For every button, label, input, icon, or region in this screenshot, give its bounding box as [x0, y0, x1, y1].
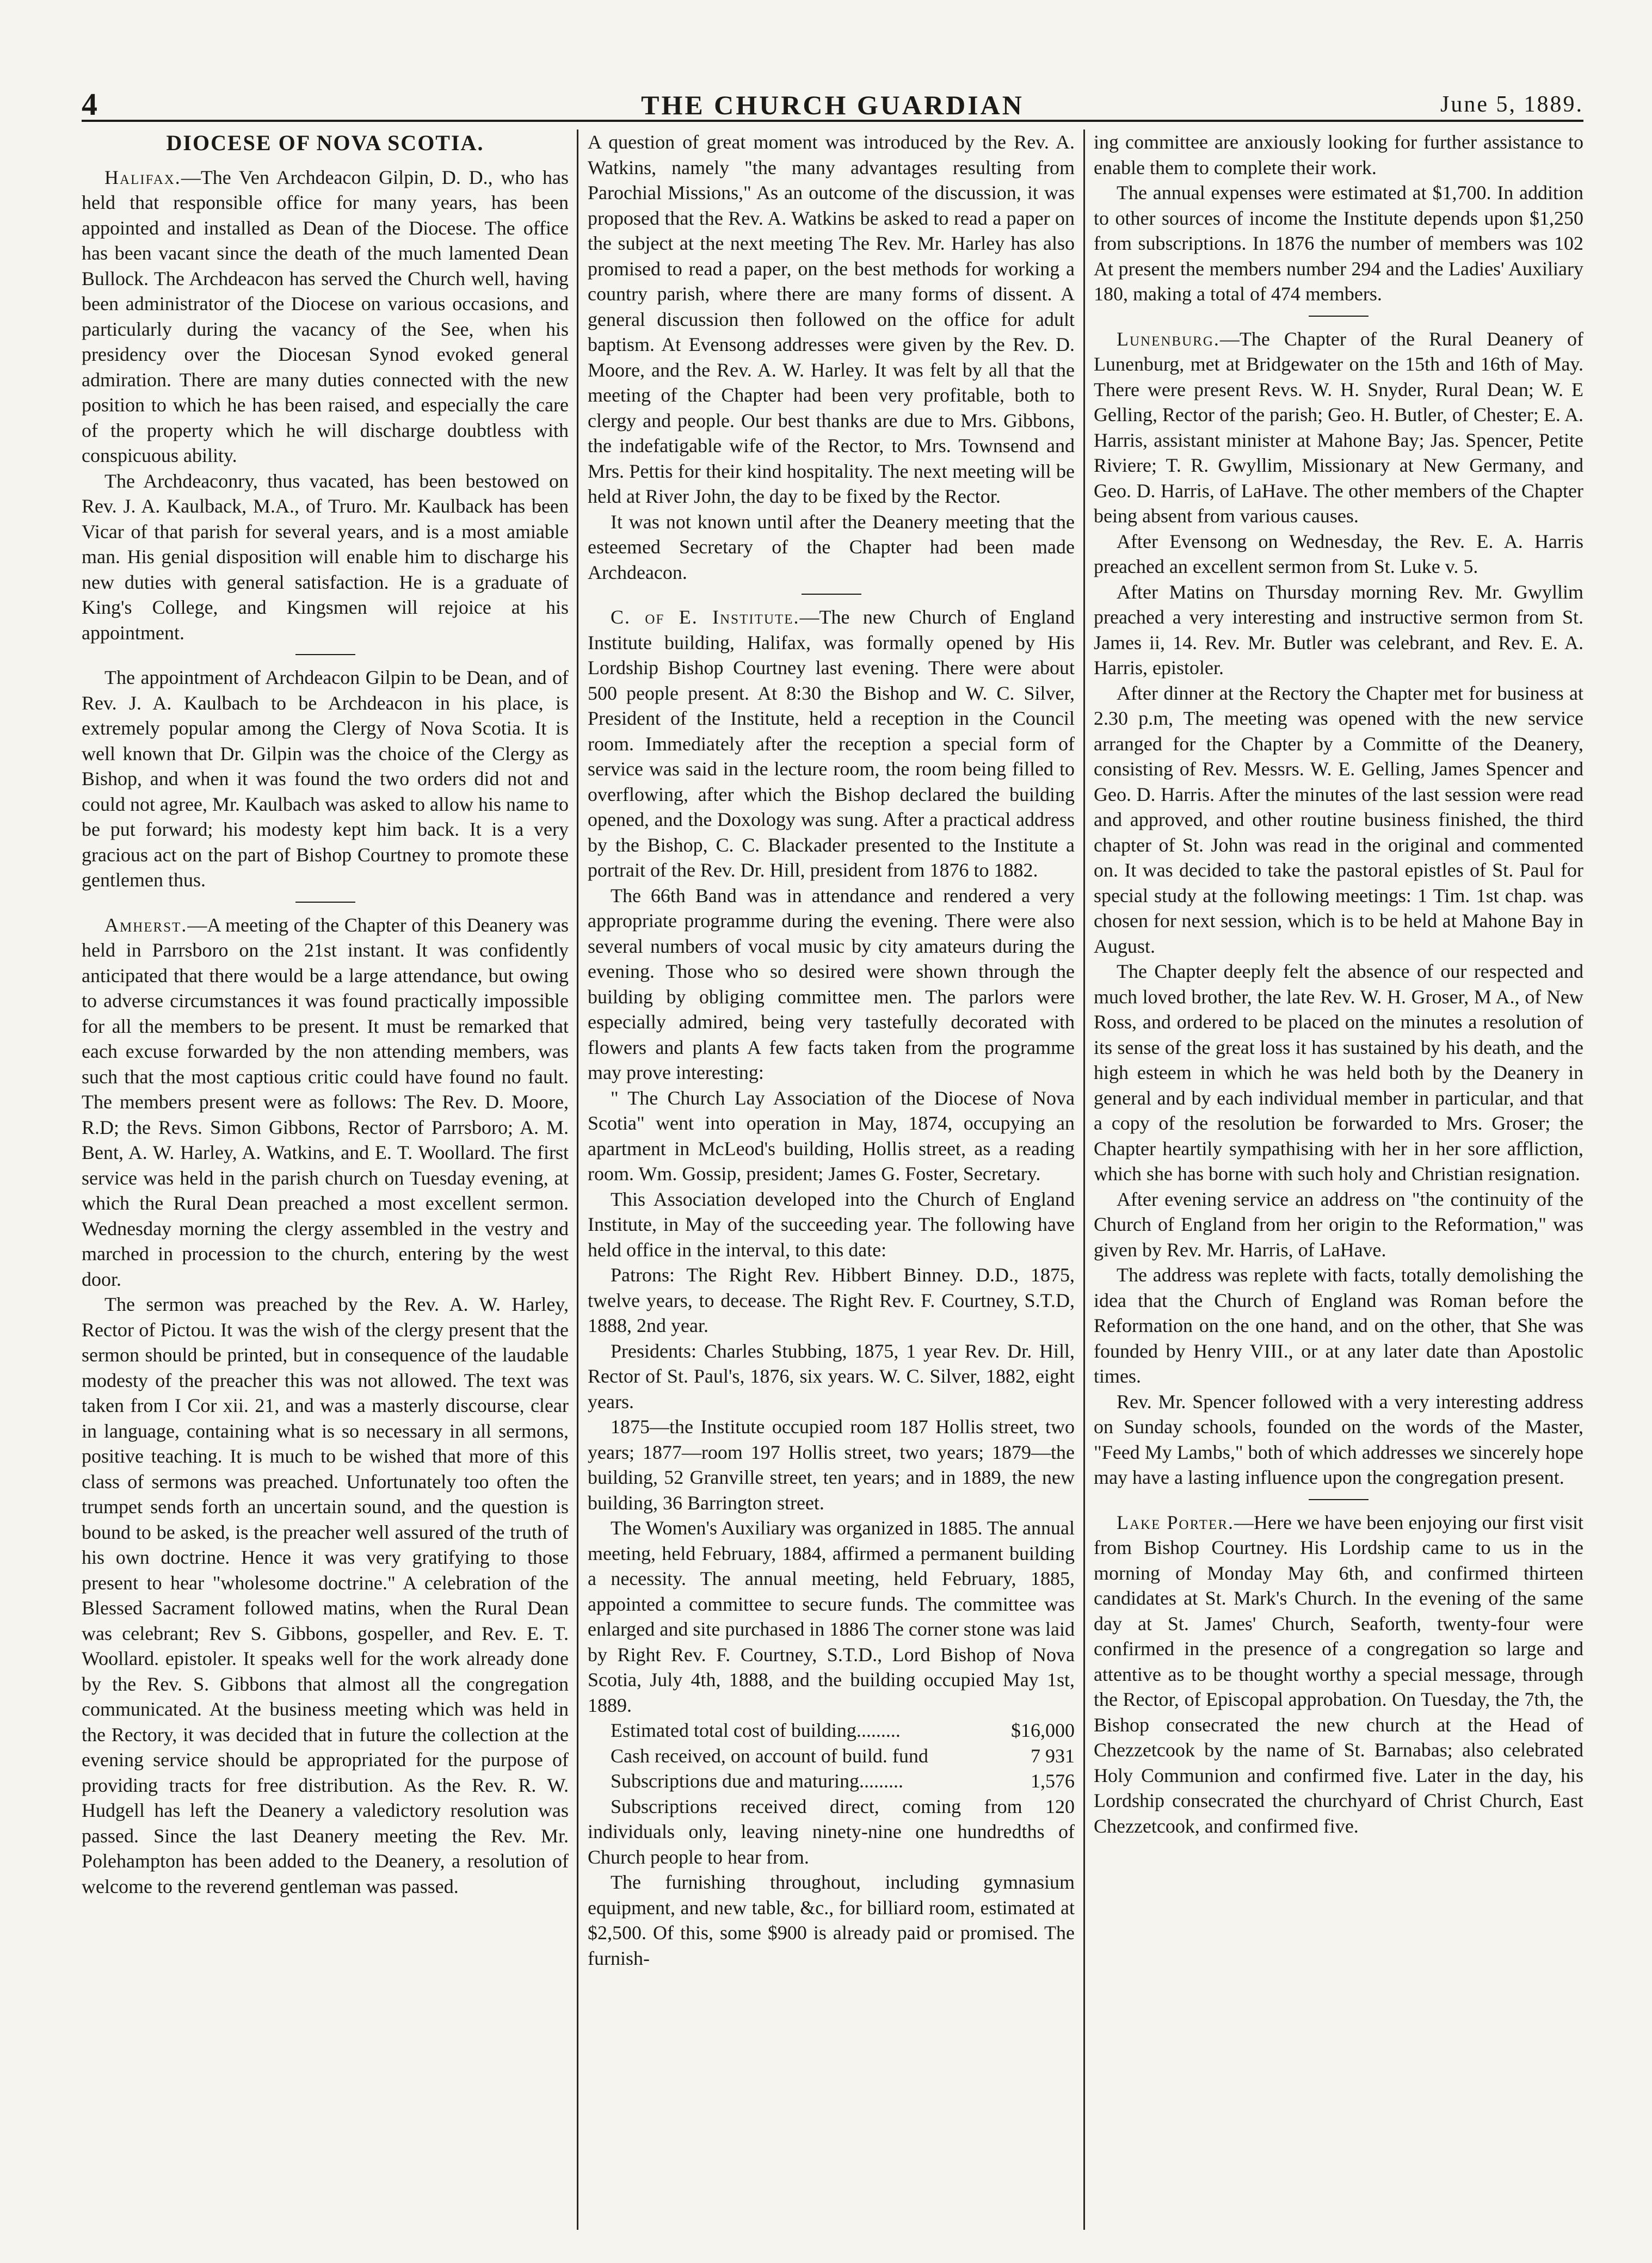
- paragraph-absence: The Chapter deeply felt the absence of our respected and much loved brother, the late Rev. W. H. Groser, M A., of New Ross, and ordered to be placed on the minutes a resolution of its sense of the great loss it has sustained by his death, and the high esteem in which he was held both by the Deanery in general and by each individual member in particular, and that a copy of the resolution be forwarded to Mrs. Groser; the Chapter heartily sympathising with her in her sore affliction, which she has borne with such holy and Christian resignation.: [1094, 960, 1583, 1185]
- paragraph-institute: [588, 605, 1075, 883]
- place-lead: Halifax.: [104, 166, 181, 188]
- paragraph-matins: After Matins on Thursday morning Rev. Mr. Gwyllim preached a very interesting and instructive sermon from St. James ii, 14. Rev. Mr. Butler was celebrant, and Rev. E. A. Harris, epistoler.: [1094, 581, 1583, 679]
- section-heading: DIOCESE OF NOVA SCOTIA.: [166, 131, 484, 155]
- separator-rule: [1309, 1499, 1369, 1500]
- paragraph-lay-association: " The Church Lay Association of the Diocese of Nova Scotia" went into operation in May, 1874, occupying an apartment in McLeod's building, Hollis street, as a reading room. Wm. Gossip, president; James G. Foster, Secretary.: [588, 1087, 1075, 1185]
- separator-rule: [1309, 316, 1369, 317]
- finance-label: Estimated total cost of building.........: [611, 1719, 901, 1741]
- issue-date: June 5, 1889.: [1440, 92, 1583, 117]
- paragraph-lake-porter: [1094, 1510, 1583, 1839]
- finance-row: [588, 1768, 1075, 1794]
- place-lead: Amherst.: [104, 914, 188, 936]
- paragraph-patrons: Patrons: The Right Rev. Hibbert Binney. D.D., 1875, twelve years, to decease. The Right Rev. F. Courtney, S.T.D, 1888, 2nd year.: [588, 1264, 1075, 1336]
- paper-title: THE CHURCH GUARDIAN: [641, 90, 1024, 120]
- masthead: [82, 82, 1583, 122]
- column-rule: [1083, 130, 1085, 2230]
- place-lead: Lake Porter.: [1117, 1511, 1235, 1533]
- paragraph-amherst: [82, 912, 569, 1292]
- finance-amount: 7 931: [1031, 1744, 1075, 1767]
- paragraph-continuity: After evening service an address on "the continuity of the Church of England from her origin to the Reformation," was given by Rev. Mr. Harris, of LaHave.: [1094, 1188, 1583, 1261]
- paragraph-evensong: After Evensong on Wednesday, the Rev. E. A. Harris preached an excellent sermon from St. Luke v. 5.: [1094, 530, 1583, 577]
- paragraph-archdeaconry: The Archdeaconry, thus vacated, has been bestowed on Rev. J. A. Kaulback, M.A., of Truro. Mr. Kaulback has been Vicar of that parish for several years, and is a most amiable man. His genial disposition will enable him to discharge his new duties with general satisfaction. He is a graduate of King's College, and Kingsmen will rejoice at his appointment.: [82, 470, 569, 644]
- finance-label: Subscriptions due and maturing.........: [611, 1770, 903, 1792]
- paragraph-appointment: The appointment of Archdeacon Gilpin to be Dean, and of Rev. J. A. Kaulbach to be Archdeacon in his place, is extremely popular among the Clergy of Nova Scotia. It is well known that Dr. Gilpin was the choice of the Clergy as Bishop, and when it was found the two orders did not and could not agree, Mr. Kaulbach was asked to allow his name to be put forward; his modesty kept him back. It is a very gracious act on the part of Bishop Courtney to promote these gentlemen thus.: [82, 667, 569, 891]
- column-rule: [577, 130, 578, 2230]
- column-2: [588, 130, 1075, 2230]
- separator-rule: [802, 594, 861, 595]
- paragraph-halifax: [82, 165, 569, 468]
- paragraph-subscriptions: Subscriptions received direct, coming from 120 individuals only, leaving ninety-nine one hundredths of Church people to hear from.: [588, 1795, 1075, 1868]
- column-1: [82, 130, 569, 2230]
- paragraph-dinner: After dinner at the Rectory the Chapter met for business at 2.30 p.m, The meeting was opened with the new service arranged for the Chapter by a Committe of the Deanery, consisting of Rev. Messrs. W. E. Gelling, James Spencer and Geo. D. Harris. After the minutes of the last session were read and approved, and other routine business finished, the third chapter of St. John was read in the original and commented on. It was decided to take the pastoral epistles of St. Paul for special study at the following meetings: 1 Tim. 1st chap. was chosen for next session, which is to be held at Mahone Bay in August.: [1094, 682, 1583, 957]
- paragraph-text: —The new Church of England Institute building, Halifax, was formally opened by His Lordship Bishop Courtney last evening. There were about 500 people present. At 8:30 the Bishop and W. C. Silver, President of the Institute, held a reception in the Council room. Immediately after the reception a special form of service was said in the lecture room, the room being filled to overflowing, after which the Bishop declared the building opened, and the Doxology was sung. After a practical address by the Bishop, C. C. Blackader presented to the Institute a portrait of the Rev. Dr. Hill, president from 1876 to 1882.: [588, 606, 1075, 881]
- paragraph-presidents: Presidents: Charles Stubbing, 1875, 1 year Rev. Dr. Hill, Rector of St. Paul's, 1876, six years. W. C. Silver, 1882, eight years.: [588, 1340, 1075, 1413]
- paragraph-text: —The Ven Archdeacon Gilpin, D. D., who has held that responsible office for many years, has been appointed and installed as Dean of the Diocese. The office has been vacant since the death of the much lamented Dean Bullock. The Archdeacon has served the Church well, having been administrator of the Diocese on various occasions, and particularly during the vacancy of the See, when his presidency over the Diocesan Synod evoked general admiration. There are many duties connected with the new position to which he has been raised, and especially the care of the property which he will discharge doubtless with conspicuous ability.: [82, 166, 569, 466]
- separator-rule: [295, 654, 355, 655]
- finance-amount: 1,576: [1031, 1770, 1075, 1792]
- paragraph-rooms: 1875—the Institute occupied room 187 Hollis street, two years; 1877—room 197 Hollis street, two years; 1879—the building, 52 Granville street, ten years; and in 1889, the new building, 36 Barrington street.: [588, 1416, 1075, 1514]
- place-lead: C. of E. Institute.: [611, 606, 800, 628]
- separator-rule: [295, 902, 355, 903]
- paragraph-auxiliary: The Women's Auxiliary was organized in 1885. The annual meeting, held February, 1884, affirmed a permanent building a necessity. The annual meeting, held February, 1885, appointed a committee to secure funds. The committee was enlarged and site purchased in 1886 The corner stone was laid by Right Rev. F. Courtney, S.T.D., Lord Bishop of Nova Scotia, July 4th, 1888, and the building occupied May 1st, 1889.: [588, 1517, 1075, 1716]
- paragraph-text: —Here we have been enjoying our first visit from Bishop Courtney. His Lordship came to us in the morning of Monday May 6th, and confirmed thirteen candidates at St. Mark's Church. In the evening of the same day at St. James' Church, Seaforth, twenty-four were confirmed in the presence of a congregation so large and attentive as to be thought worthy a special message, through the Rector, of Episcopal approbation. On Tuesday, the 7th, the Bishop consecrated the new church at the Head of Chezzetcook by the name of St. Barnabas; also celebrated Holy Communion and confirmed five. Later in the day, his Lordship consecrated the churchyard of Christ Church, East Chezzetcook, and confirmed five.: [1094, 1511, 1583, 1837]
- finance-row: [588, 1743, 1075, 1769]
- paragraph-lunenburg: [1094, 326, 1583, 529]
- paragraph-question: A question of great moment was introduced by the Rev. A. Watkins, namely "the many advantages resulting from Parochial Missions," As an outcome of the discussion, it was proposed that the Rev. A. Watkins be asked to read a paper on the subject at the next meeting The Rev. Mr. Harley has also promised to read a paper, on the best methods for working a country parish, where there are many forms of dissent. A general discussion then followed on the office for adult baptism. At Evensong addresses were given by the Rev. D. Moore, and the Rev. A. W. Harley. It was felt by all that the meeting of the Chapter had been very profitable, both to clergy and people. Our best thanks are due to Mrs. Gibbons, the indefatigable wife of the Rector, to Mrs. Townsend and Mrs. Pettis for their kind hospitality. The next meeting will be held at River John, the day to be fixed by the Rector.: [588, 131, 1075, 507]
- paragraph-text: —A meeting of the Chapter of this Deanery was held in Parrsboro on the 21st instant. It was confidently anticipated that there would be a large attendance, but owing to adverse circumstances it was found practically impossible for all the members to be present. It must be remarked that each excuse forwarded by the non attending members, was such that the most captious critic could have found no fault. The members present were as follows: The Rev. D. Moore, R.D; the Revs. Simon Gibbons, Rector of Parrsboro; A. M. Bent, A. W. Harley, A. Watkins, and E. T. Woollard. The first service was held in the parish church on Tuesday evening, at which the Rural Dean preached a most excellent sermon. Wednesday morning the clergy assembled in the vestry and marched in procession to the church, entering by the west door.: [82, 914, 569, 1290]
- place-lead: Lunenburg.: [1117, 328, 1220, 350]
- paragraph-furnishing: The furnishing throughout, including gymnasium equipment, and new table, &c., for billiard room, estimated at $2,500. Of this, some $900 is already paid or promised. The furnish-: [588, 1871, 1075, 1969]
- finance-row: [588, 1718, 1075, 1743]
- paragraph-continuation: ing committee are anxiously looking for further assistance to enable them to complete their work.: [1094, 131, 1583, 178]
- finance-amount: $16,000: [1011, 1719, 1075, 1741]
- finance-label: Cash received, on account of build. fund: [611, 1744, 928, 1767]
- paragraph-not-known: It was not known until after the Deanery meeting that the esteemed Secretary of the Chapter had been made Archdeacon.: [588, 510, 1075, 583]
- finance-table: [588, 1718, 1075, 1794]
- paragraph-text: —The Chapter of the Rural Deanery of Lunenburg, met at Bridgewater on the 15th and 16th of May. There were present Revs. W. H. Snyder, Rural Dean; W. E Gelling, Rector of the parish; Geo. H. Butler, of Chester; E. A. Harris, assistant minister at Mahone Bay; Jas. Spencer, Petite Riviere; T. R. Gwyllim, Missionary at New Germany, and Geo. D. Harris, of LaHave. The other members of the Chapter being absent from various causes.: [1094, 328, 1583, 527]
- paragraph-replete: The address was replete with facts, totally demolishing the idea that the Church of England was Roman before the Reformation on the one hand, and on the other, that She was founded by Henry VIII., or at any later date than Apostolic times.: [1094, 1264, 1583, 1387]
- paragraph-developed: This Association developed into the Church of England Institute, in May of the succeeding year. The following have held office in the interval, to this date:: [588, 1188, 1075, 1261]
- article-columns: [82, 130, 1583, 2230]
- column-3: [1094, 130, 1583, 2230]
- paragraph-band: The 66th Band was in attendance and rendered a very appropriate programme during the evening. There were also several numbers of vocal music by city amateurs during the evening. Those who so desired were shown through the building by obliging committee men. The parlors were especially admired, being very tastefully decorated with flowers and plants A few facts taken from the programme may prove interesting:: [588, 884, 1075, 1083]
- paragraph-sermon: The sermon was preached by the Rev. A. W. Harley, Rector of Pictou. It was the wish of the clergy present that the sermon should be printed, but in consequence of the laudable modesty of the preacher this was not allowed. The text was taken from I Cor xii. 21, and was a masterly discourse, clear in language, containing what is so necessary in all sermons, positive teaching. It is much to be wished that more of this class of sermons was preached. Unfortunately too often the trumpet sends forth an uncertain sound, and the question is bound to be asked, is the preacher well assured of the truth of his own doctrine. Hence it was very gratifying to those present to hear "wholesome doctrine." A celebration of the Blessed Sacrament followed matins, when the Rural Dean was celebrant; Rev S. Gibbons, gospeller, and Rev. E. T. Woollard. epistoler. It speaks well for the work already done by the Rev. S. Gibbons that almost all the congregation communicated. At the business meeting which was held in the Rectory, it was decided that in future the collection at the evening service should be appropriated for the purpose of providing tracts for free distribution. As the Rev. R. W. Hudgell has left the Deanery a valedictory resolution was passed. Since the last Deanery meeting the Rev. Mr. Polehampton has been added to the Deanery, a resolution of welcome to the reverend gentleman was passed.: [82, 1293, 569, 1897]
- paragraph-expenses: The annual expenses were estimated at $1,700. In addition to other sources of income the Institute depends upon $1,250 from subscriptions. In 1876 the number of members was 102 At present the members number 294 and the Ladies' Auxiliary 180, making a total of 474 members.: [1094, 182, 1583, 305]
- page-number: 4: [82, 87, 97, 122]
- paragraph-spencer: Rev. Mr. Spencer followed with a very interesting address on Sunday schools, founded on the words of the Master, "Feed My Lambs," both of which addresses we sincerely hope may have a lasting influence upon the congregation present.: [1094, 1390, 1583, 1488]
